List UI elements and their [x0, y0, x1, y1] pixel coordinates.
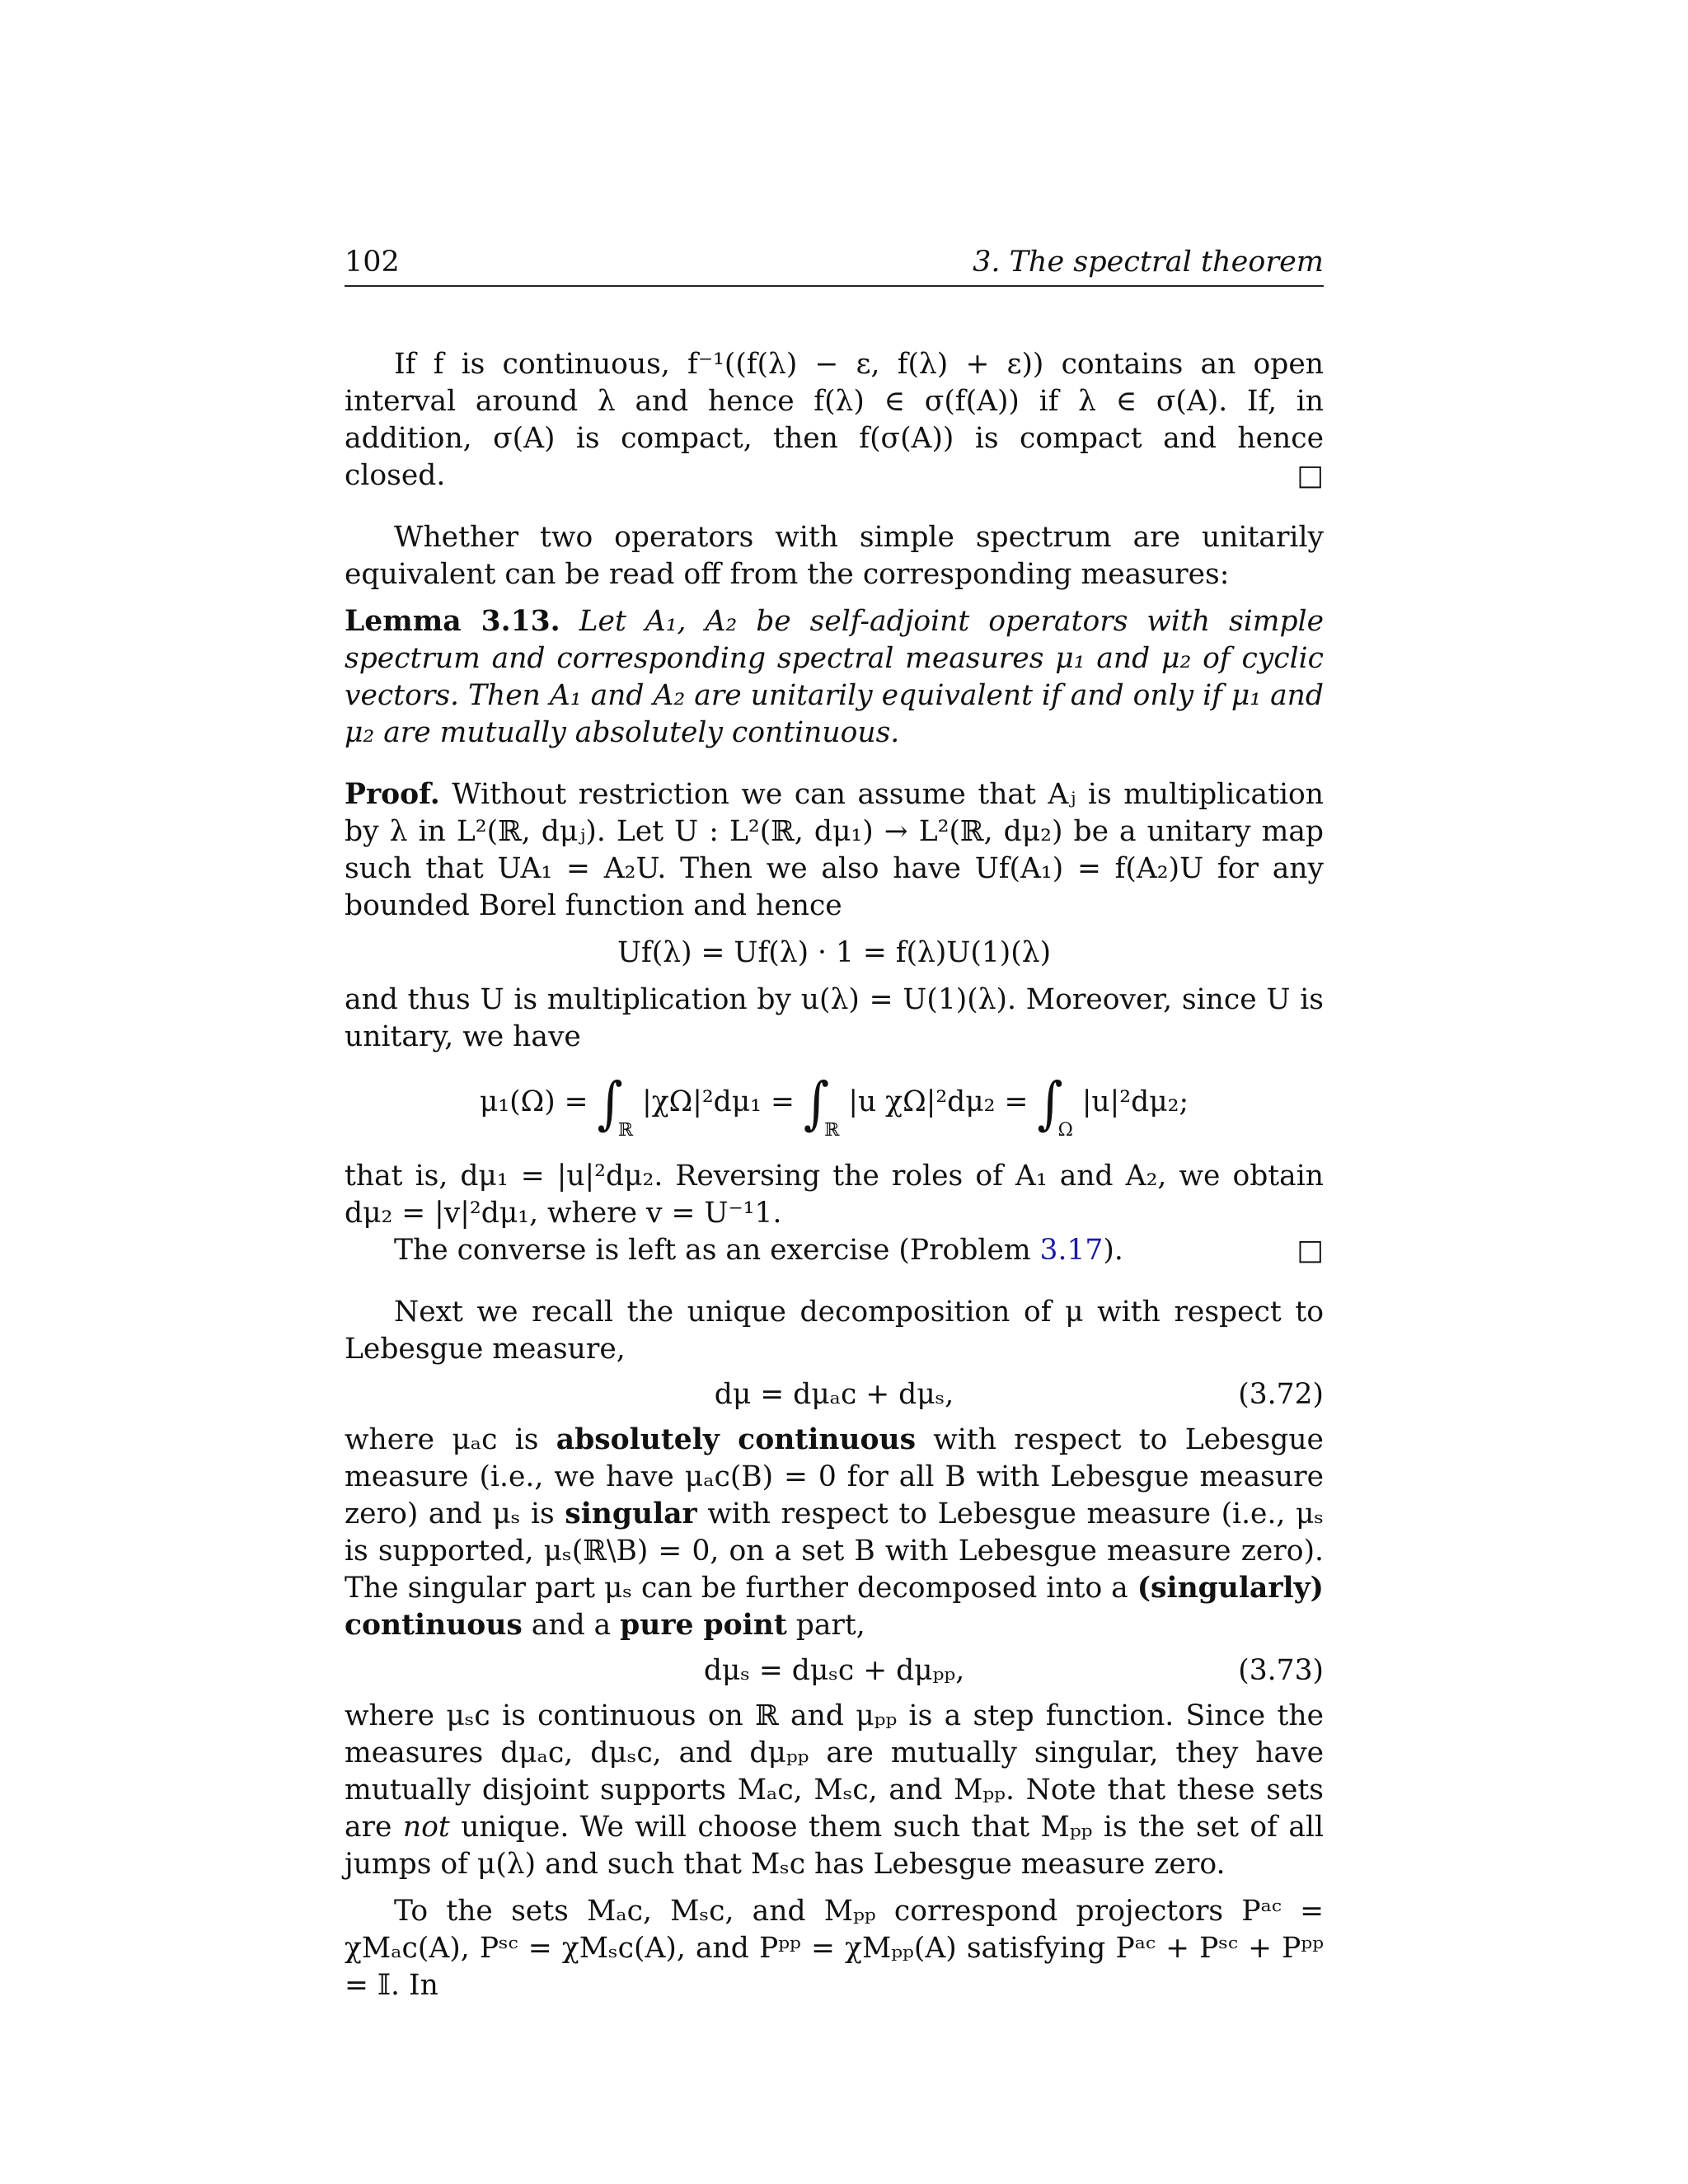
- emphasis-not: not: [402, 1811, 450, 1844]
- lemma-statement: Let A₁, A₂ be self-adjoint operators with simple spectrum and corresponding spectral measures μ₁ and μ₂ of cyclic vectors. Then A₁ and A₂ are unitarily equivalent if and only if μ₁ and μ₂ are mutually absolutely continuous.: [345, 605, 1325, 749]
- converse-text-end: ).: [1103, 1234, 1123, 1267]
- proof-text-3: that is, dμ₁ = |u|²dμ₂. Reversing the roles of A₁ and A₂, we obtain dμ₂ = |v|²dμ₁, where v = U⁻¹1.: [345, 1160, 1324, 1230]
- equation-integrals: [345, 1062, 1324, 1141]
- decomposition-paragraph: Next we recall the unique decomposition of μ with respect to Lebesgue measure,: [345, 1296, 1324, 1366]
- text-run: unique. We will choose them such that Mₚₚ is the set of all jumps of μ(λ) and such that Mₛᴄ has Lebesgue measure zero.: [345, 1811, 1324, 1881]
- term-absolutely-continuous: absolutely continuous: [556, 1423, 917, 1456]
- integral-term-3: |u|²dμ₂;: [1081, 1085, 1189, 1118]
- integral-sign: ∫: [803, 1070, 830, 1137]
- integral-term-2: |u χΩ|²dμ₂ =: [848, 1085, 1038, 1118]
- supports-paragraph: [345, 1698, 1324, 1883]
- intro-paragraph: Whether two operators with simple spectrum are unitarily equivalent can be read off from the corresponding measures:: [345, 521, 1324, 591]
- integral-sign: ∫: [597, 1070, 623, 1137]
- proof-text-2: and thus U is multiplication by u(λ) = U(1)(λ). Moreover, since U is unitary, we have: [345, 983, 1324, 1053]
- integral-term-1: |χΩ|²dμ₁ =: [642, 1085, 804, 1118]
- equation-3-73: [345, 1652, 1324, 1690]
- proof-paragraph: [345, 776, 1324, 925]
- text-run: with respect to Lebesgue measure (i.e., μₛ is supported, μₛ(ℝ\B) = 0, on a set B with Lebesgue measure zero). The singular part μₛ can be further decomposed into a: [345, 1497, 1324, 1605]
- equation-body: dμₛ = dμₛᴄ + dμₚₚ,: [703, 1654, 965, 1687]
- equation-uf: Uf(λ) = Uf(λ) · 1 = f(λ)U(1)(λ): [617, 936, 1052, 969]
- text-run: and a: [522, 1609, 621, 1642]
- lemma-3-13: [345, 603, 1324, 752]
- proof-conclusion: [345, 1232, 1324, 1269]
- continuity-paragraph: [345, 346, 1324, 494]
- text-run: part,: [786, 1609, 865, 1642]
- paragraph-line-1: If f is continuous, f⁻¹((f(λ) − ε, f(λ) + ε)) contains an open interval: [345, 348, 1324, 418]
- paragraph-line-3: compact, then f(σ(A)) is compact and hence closed.: [345, 422, 1325, 492]
- equation-3-72: [345, 1376, 1324, 1413]
- main-text: [345, 346, 1324, 2004]
- term-singular: singular: [565, 1497, 697, 1530]
- lemma-label: Lemma 3.13.: [345, 605, 560, 638]
- equation-body: dμ = dμₐᴄ + dμₛ,: [714, 1378, 954, 1411]
- problem-link[interactable]: 3.17: [1039, 1234, 1104, 1267]
- proof-text-1: Without restriction we can assume that Aⱼ is multiplication by λ in L²(ℝ, dμⱼ). Let U : L²(ℝ, dμ₁) → L²(ℝ, dμ₂) be a unitary map such that UA₁ = A₂U. Then we also have Uf(A₁) = f(A₂)U for any bounded Borel function and hence: [345, 778, 1324, 922]
- converse-text: The converse is left as an exercise (Problem: [394, 1234, 1040, 1267]
- running-header: [345, 239, 1324, 287]
- qed-symbol: □: [1296, 1234, 1324, 1267]
- integral-sign: ∫: [1037, 1070, 1063, 1137]
- integral-domain: ℝ: [824, 1120, 840, 1141]
- equation-number: (3.72): [1238, 1378, 1324, 1411]
- integral-domain: ℝ: [617, 1120, 634, 1141]
- term-singularly-continuous: (singularly) continuous: [345, 1572, 1324, 1642]
- singular-paragraph: [345, 1422, 1324, 1644]
- paragraph-line-2: around λ and hence f(λ) ∈ σ(f(A)) if λ ∈ σ(A). If, in addition, σ(A) is: [345, 385, 1324, 455]
- projectors-paragraph: To the sets Mₐᴄ, Mₛᴄ, and Mₚₚ correspond projectors Pᵃᶜ = χMₐᴄ(A), Pˢᶜ = χMₛᴄ(A), and Pᵖᵖ = χMₚₚ(A) satisfying Pᵃᶜ + Pˢᶜ + Pᵖᵖ = 𝕀. In: [345, 1895, 1324, 2002]
- proof-label: Proof.: [345, 778, 440, 811]
- integral-domain: Ω: [1057, 1120, 1073, 1141]
- qed-symbol: □: [1296, 459, 1324, 492]
- text-run: with respect to Lebesgue measure (i.e., we have μₐᴄ(B) = 0 for all B with Lebesgue measure zero) and μₛ is: [345, 1423, 1324, 1530]
- text-run: where μₛᴄ is continuous on ℝ and μₚₚ is a step function. Since the measures dμₐᴄ, dμₛᴄ, and dμₚₚ are mutually singular, they have mutually disjoint supports Mₐᴄ, Mₛᴄ, and Mₚₚ. Note that these sets are: [345, 1699, 1324, 1844]
- chapter-title: 3. The spectral theorem: [973, 246, 1324, 279]
- equation-number: (3.73): [1238, 1654, 1324, 1687]
- text-run: where μₐᴄ is: [345, 1423, 556, 1456]
- term-pure-point: pure point: [620, 1609, 787, 1642]
- integral-lhs: μ₁(Ω) =: [479, 1085, 598, 1118]
- page-number: 102: [345, 246, 400, 279]
